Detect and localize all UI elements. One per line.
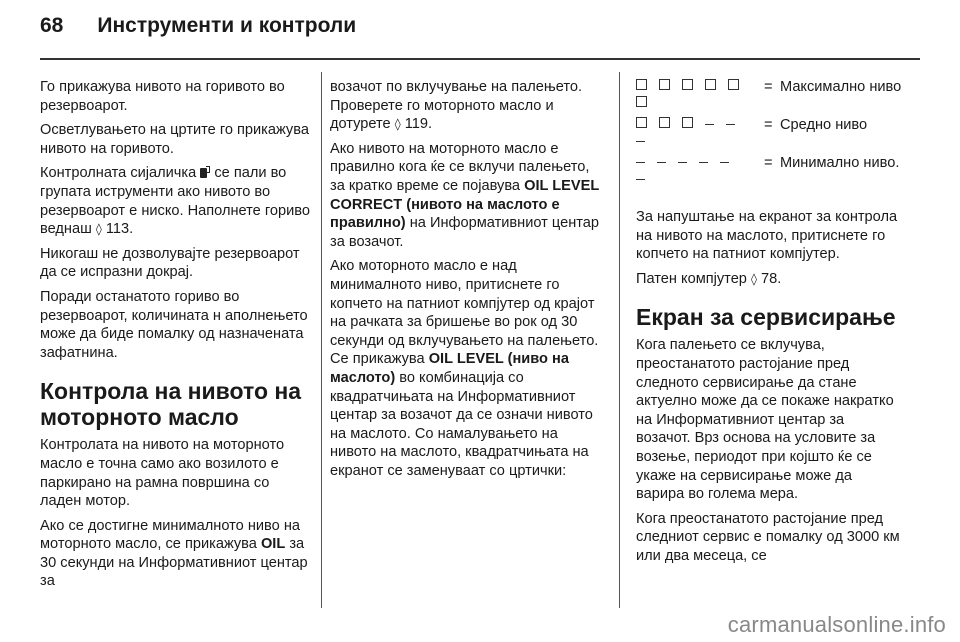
page-ref-arrow-icon: ◊	[751, 271, 757, 286]
oil-level-correct-message: OIL LEVEL CORRECT (нивото на маслото е правилно)	[330, 177, 599, 232]
page-title: Инструменти и контроли	[97, 14, 357, 37]
equals-sign: =	[764, 117, 773, 133]
equals-sign: =	[764, 79, 773, 95]
level-indicator-max	[636, 78, 764, 116]
fuel-paragraph-5: Поради останатото гориво во резервоарот, количината н аполнењето може да биде помалку од назначената зафатнина.	[40, 288, 308, 361]
oil-paragraph-1: Контролата на нивото на моторното масло е точна само ако возилото е паркирано на рамна површина со ладен мотор.	[40, 437, 285, 510]
col2-p3-text-a: Ако моторното масло е над минималното ниво, притиснете го копчето на патниот компјутер од крајот на рачката за бришење во рок од 30 секунди од вклучувањето на палењето. Се прикажува	[330, 258, 599, 368]
fuel-lamp-icon	[200, 166, 210, 178]
column-3	[636, 78, 902, 572]
level-indicator-mid	[636, 116, 764, 154]
oil-p2-text-b: за 30 секунди на Информативниот центар за	[40, 536, 308, 590]
level-label-mid: Средно ниво	[780, 117, 868, 133]
column-divider-1	[321, 72, 322, 608]
level-row-min	[636, 154, 902, 192]
col3-paragraph-3: Кога палењето се вклучува, преостанатото растојание пред следното сервисирање да стане актуелно може да се покаже накратко на Информативниот центар за возачот. Врз основа на условите за возење, периодот при којшто ќе се укаже на сервисирање може да варира во голема мера.	[636, 337, 894, 503]
fuel-p3-text-b: се пали во групата иструменти ако нивото во резервоарот е ниско. Наполнете гориво веднаш	[40, 165, 310, 238]
level-label-min: Минимално ниво.	[780, 155, 900, 171]
header-rule	[40, 58, 920, 60]
level-label-max: Максимално ниво	[780, 79, 902, 95]
page-ref-arrow-icon: ◊	[95, 222, 102, 237]
fuel-paragraph-3	[40, 164, 310, 238]
trip-computer-text: Патен компјутер	[636, 270, 747, 287]
col2-paragraph-3	[330, 257, 606, 480]
oil-p2-text-a: Ако се достигне минималното ниво на моторното масло, се прикажува	[40, 517, 300, 553]
page-header	[40, 14, 356, 50]
oil-message: OIL	[260, 536, 286, 553]
col2-paragraph-1	[330, 78, 606, 134]
oil-paragraph-2	[40, 517, 310, 591]
col2-p1-text: возачот по вклучување на палењето. Проверете го моторното масло и дотурете	[330, 79, 583, 133]
page-ref-119[interactable]: 119.	[404, 116, 433, 133]
col2-p3-text-b: во комбинација со квадратчињата на Информативниот центар за возачот да се означи нивото на маслото. Со намалувањето на нивото на маслото, квадратчињата на екранот се заменуваат со цртички:	[330, 369, 593, 479]
level-row-max	[636, 78, 902, 116]
equals-sign: =	[764, 155, 773, 171]
col2-p2-text-b: на Информативниот центар за возачот.	[330, 215, 600, 250]
page-number: 68	[40, 14, 64, 37]
level-indicator-min	[636, 154, 764, 192]
column-2	[330, 78, 606, 486]
fuel-p3-text-a: Контролната сијаличка	[40, 165, 197, 182]
fuel-paragraph-4: Никогаш не дозволувајте резервоарот да се испразни докрај.	[40, 245, 300, 281]
page-ref-113[interactable]: 113.	[105, 221, 134, 238]
col3-paragraph-4: Кога преостанатото растојание пред следниот сервис е помалку од 3000 км или два месеца, се	[636, 510, 900, 564]
page-ref-arrow-icon: ◊	[394, 117, 401, 132]
heading-service-display: Екран за сервисирање	[636, 304, 896, 331]
heading-oil-level: Контрола на нивото на моторното масло	[40, 378, 302, 431]
column-1	[40, 78, 310, 597]
watermark-text: carmanualsonline.info	[727, 612, 946, 637]
col2-paragraph-2	[330, 140, 606, 252]
fuel-paragraph-1: Го прикажува нивото на горивото во резервоарот.	[40, 79, 285, 114]
col3-paragraph-1: За напуштање на екранот за контрола на нивото на маслото, притиснете го копчето на патниот компјутер.	[636, 209, 898, 263]
column-divider-2	[619, 72, 620, 608]
col2-p2-text-a: Ако нивото на моторното масло е правилно кога ќе се вклучи палењето, за кратко време се појавува	[330, 140, 590, 194]
col3-paragraph-2	[636, 270, 902, 289]
oil-level-legend	[636, 78, 902, 192]
fuel-paragraph-2: Осветлувањето на цртите го прикажува нивото на горивото.	[40, 122, 309, 157]
oil-level-message: OIL LEVEL (ниво на маслото)	[330, 351, 569, 386]
level-row-mid	[636, 116, 902, 154]
page-ref-78[interactable]: 78.	[761, 270, 782, 287]
